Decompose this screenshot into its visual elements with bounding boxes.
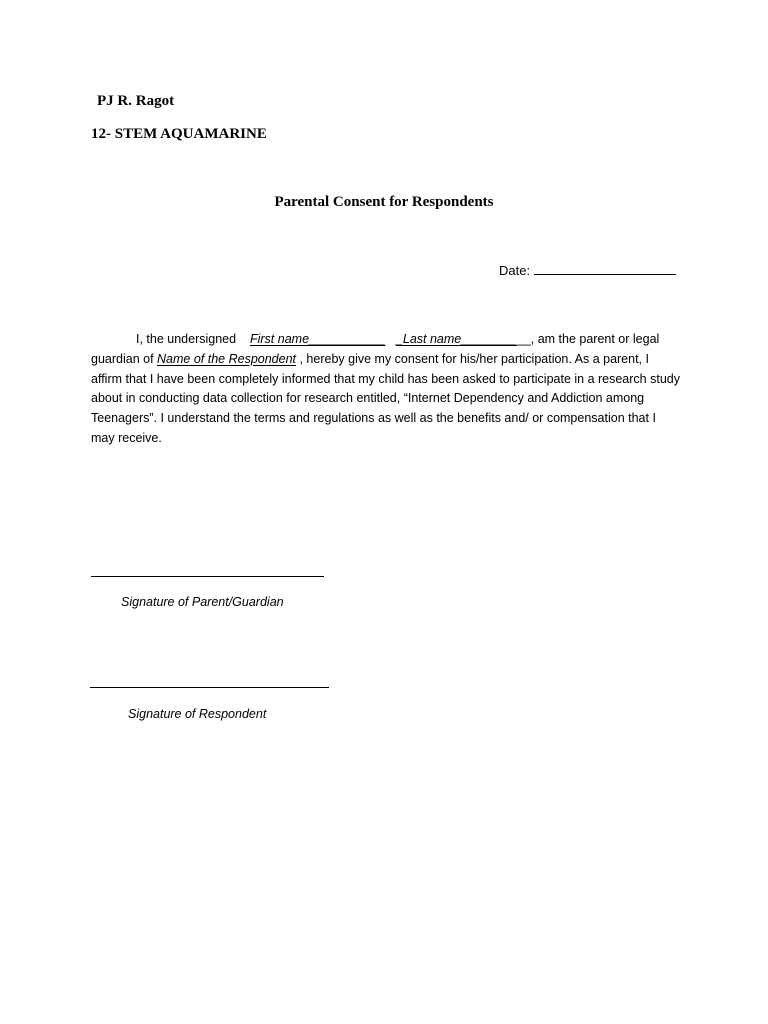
parent-signature-line [91, 576, 324, 577]
first-name-field: First name___________ [249, 332, 386, 346]
date-field [499, 262, 676, 278]
date-blank-line [534, 262, 676, 275]
document-title: Parental Consent for Respondents [274, 194, 494, 210]
respondent-name-field: Name of the Respondent [157, 351, 297, 366]
author-name: PJ R. Ragot [97, 93, 175, 109]
last-name-field: _Last name________ [395, 332, 517, 346]
intro-text: I, the undersigned [136, 332, 237, 346]
consent-text: , hereby give my consent for his/her participation. As a parent, I affirm that I have been completely informed that my child has been asked to participate in a research study about in conducting data collection for research entitled, “Internet Dependency and Addiction among Teenagers”. I understand the terms and regulations as well as the benefits and/ or compensation that I may receive. [91, 351, 680, 445]
guardian-text: __, am the parent or legal guardian of [91, 332, 660, 366]
section-name: 12- STEM AQUAMARINE [91, 126, 267, 142]
parent-signature-label: Signature of Parent/Guardian [121, 595, 284, 609]
consent-paragraph [91, 330, 681, 449]
date-label: Date: [499, 263, 531, 278]
respondent-signature-line [90, 687, 329, 688]
respondent-signature-label: Signature of Respondent [128, 707, 267, 721]
